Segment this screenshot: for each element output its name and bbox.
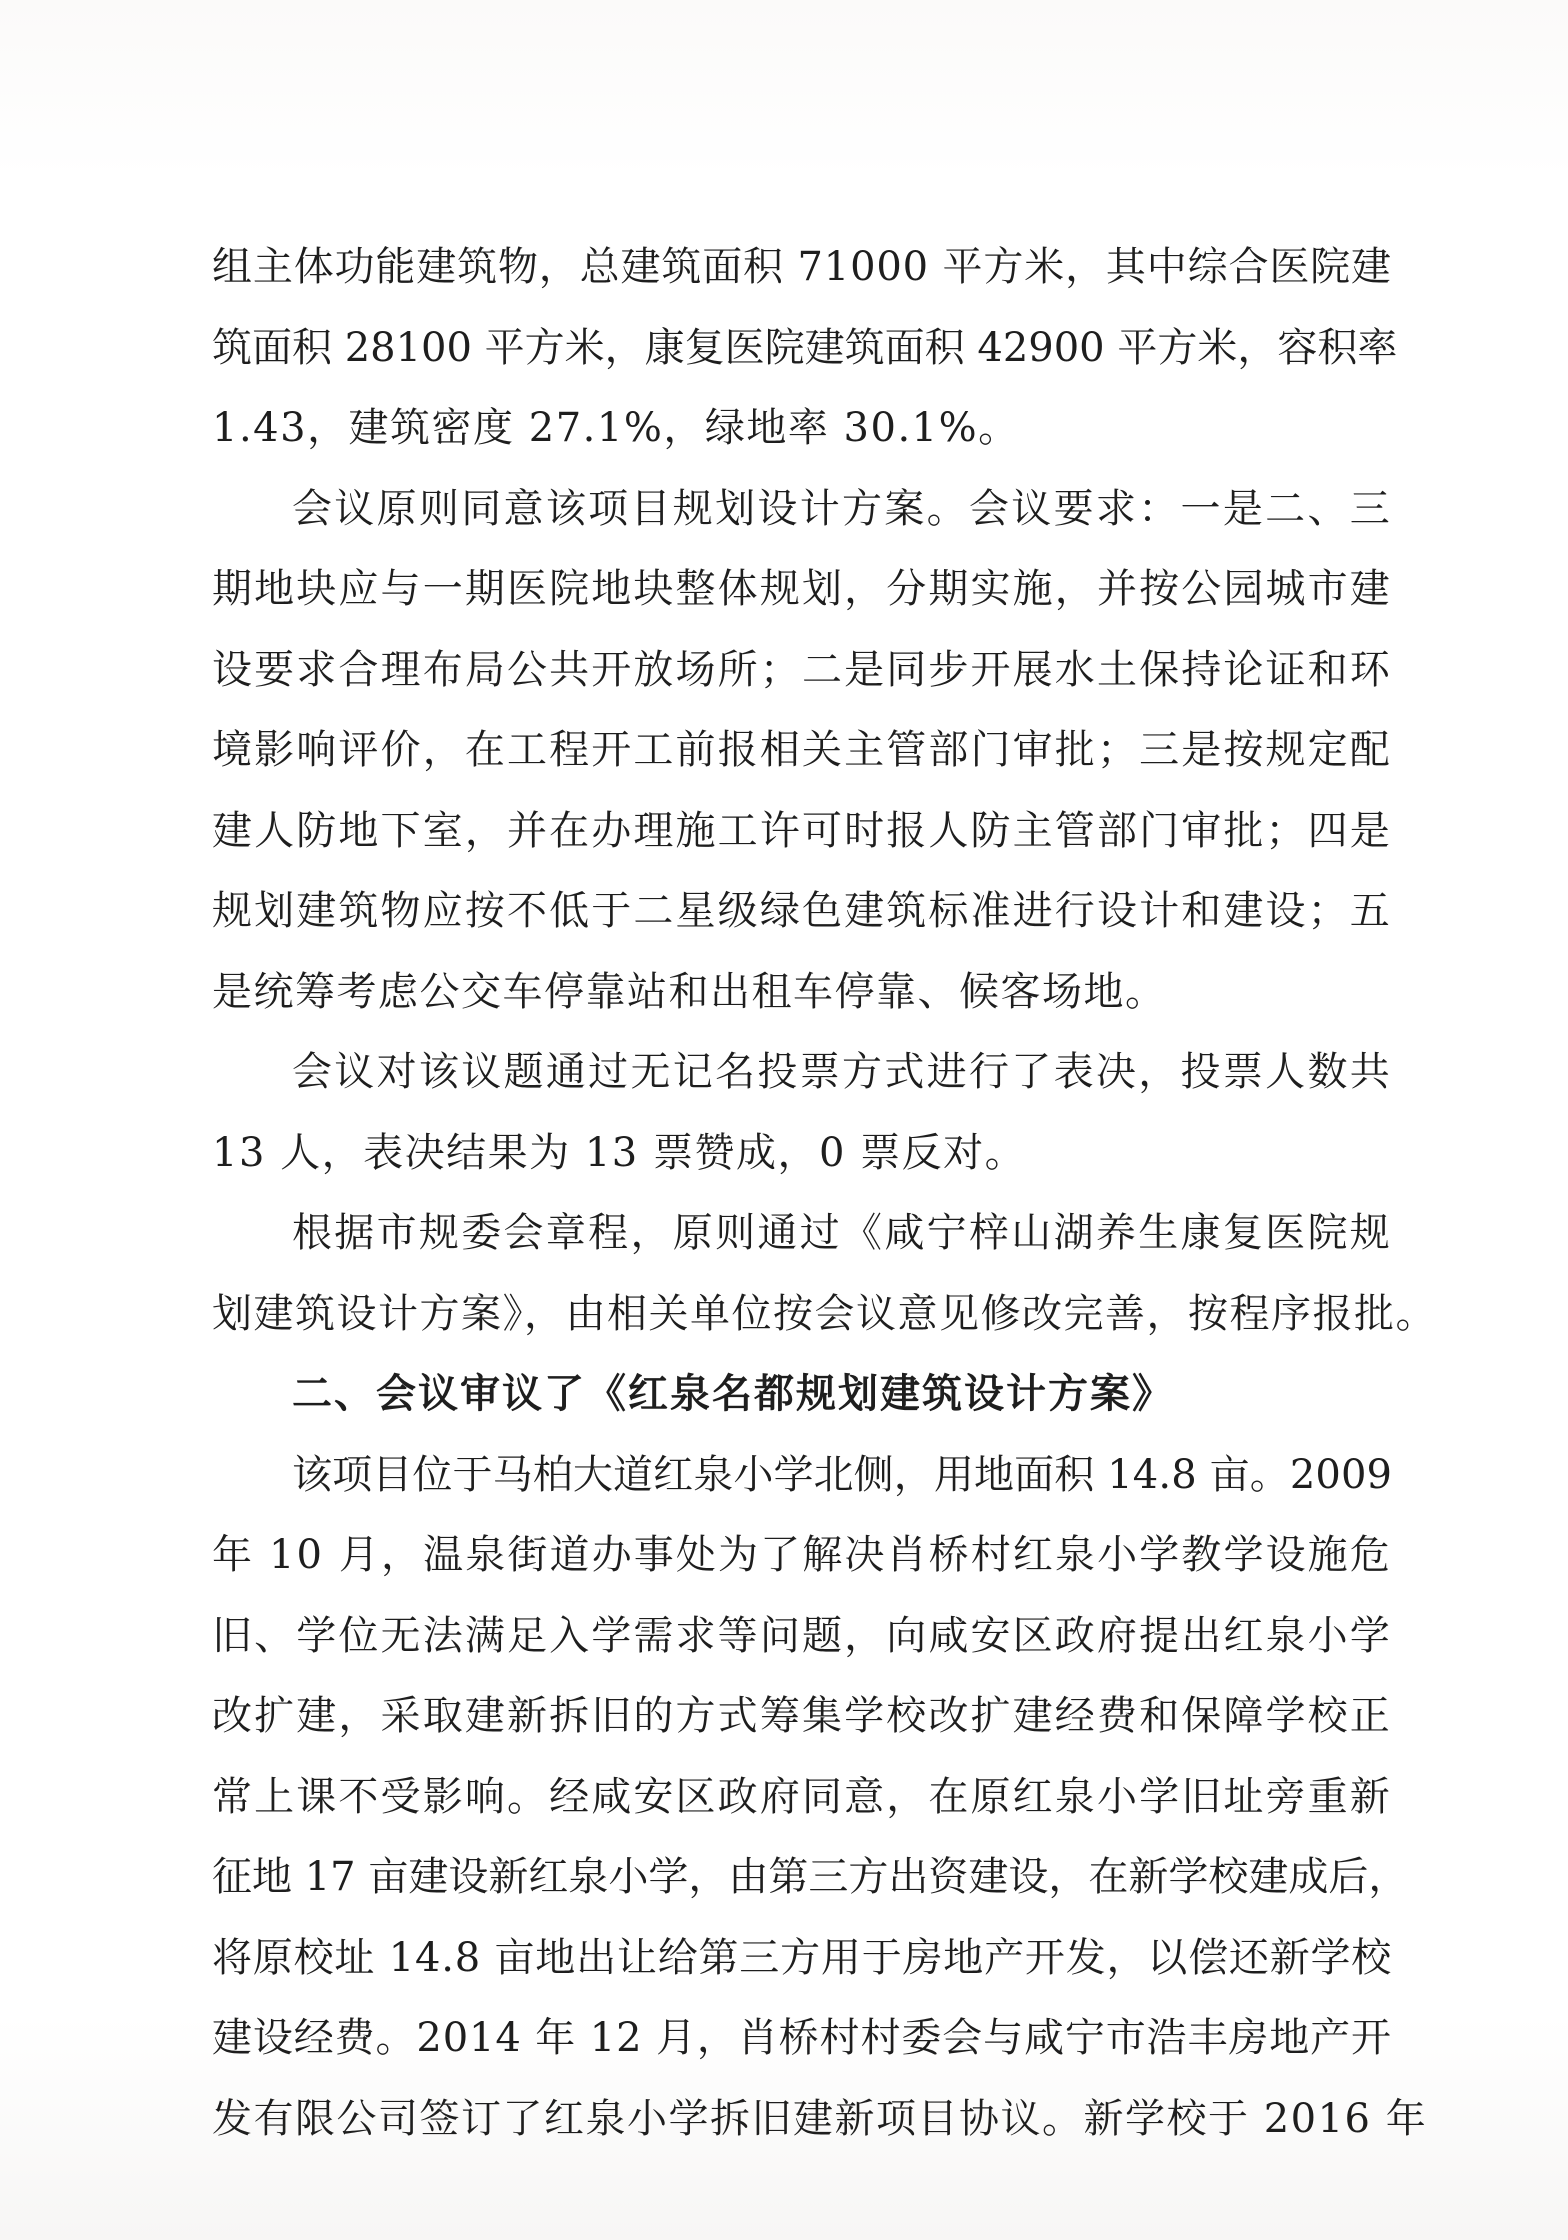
paragraph [212,469,1392,1033]
text-line: 13 人，表决结果为 13 票赞成，0 票反对。 [212,1129,1027,1176]
text-line: 1.43，建筑密度 27.1%，绿地率 30.1%。 [212,405,1020,451]
text-line: 常上课不受影响。经咸安区政府同意，在原红泉小学旧址旁重新 [212,1773,1392,1820]
text-line: 期地块应与一期医院地块整体规划，分期实施，并按公园城市建 [212,566,1392,612]
text-line: 划建筑设计方案》，由相关单位按会议意见修改完善，按程序报批。 [212,1290,1437,1337]
text-line: 组主体功能建筑物，总建筑面积 71000 平方米，其中综合医院建 [212,244,1392,290]
text-line: 年 10 月，温泉街道办事处为了解决肖桥村红泉小学教学设施危 [212,1532,1392,1578]
heading-text: 二、会议审议了《红泉名都规划建筑设计方案》 [292,1371,1174,1417]
text-line: 是统筹考虑公交车停靠站和出租车停靠、候客场地。 [212,968,1167,1015]
text-line: 境影响评价，在工程开工前报相关主管部门审批；三是按规定配 [212,727,1392,773]
document-body [212,227,1437,2159]
section-heading [212,1354,1392,1435]
paragraph [212,1193,1437,1354]
paragraph [212,1435,1428,2160]
paragraph [212,1032,1392,1193]
text-line: 将原校址 14.8 亩地出让给第三方用于房地产开发，以偿还新学校 [212,1934,1393,1981]
text-line: 设要求合理布局公共开放场所；二是同步开展水土保持论证和环 [212,646,1392,693]
text-line: 该项目位于马柏大道红泉小学北侧，用地面积 14.8 亩。2009 [292,1451,1393,1498]
text-line: 征地 17 亩建设新红泉小学，由第三方出资建设，在新学校建成后， [212,1854,1409,1900]
text-line: 规划建筑物应按不低于二星级绿色建筑标准进行设计和建设；五 [212,888,1392,934]
text-line: 根据市规委会章程，原则通过《咸宁梓山湖养生康复医院规 [292,1210,1393,1256]
text-line: 旧、学位无法满足入学需求等问题，向咸安区政府提出红泉小学 [212,1612,1392,1659]
paragraph [212,227,1398,469]
text-line: 发有限公司签订了红泉小学拆旧建新项目协议。新学校于 2016 年 [212,2095,1428,2142]
text-line: 建设经费。2014 年 12 月，肖桥村村委会与咸宁市浩丰房地产开 [212,2015,1392,2061]
text-line: 筑面积 28100 平方米，康复医院建筑面积 42900 平方米，容积率 [212,324,1398,371]
text-line: 会议对该议题通过无记名投票方式进行了表决，投票人数共 [292,1049,1393,1095]
text-line: 改扩建，采取建新拆旧的方式筹集学校改扩建经费和保障学校正 [212,1693,1392,1739]
text-line: 会议原则同意该项目规划设计方案。会议要求：一是二、三 [292,485,1393,532]
text-line: 建人防地下室，并在办理施工许可时报人防主管部门审批；四是 [212,807,1392,854]
